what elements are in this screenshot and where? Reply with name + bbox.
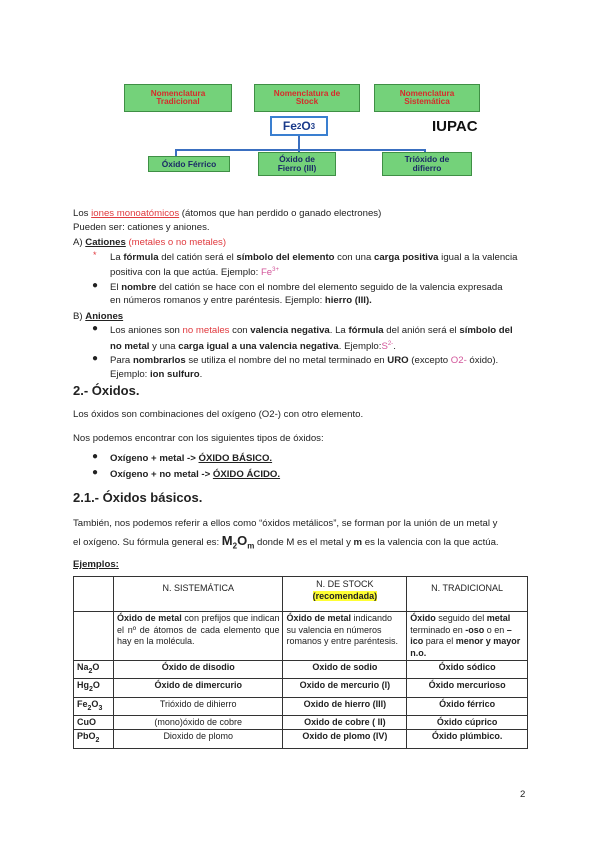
anion-bullet-1-line2: no metal y una carga igual a una valencia negativa. $Ejemplo:S^{2-}$.: [110, 341, 396, 353]
connector-horizontal: [175, 149, 425, 151]
box-systematic: Nomenclatura Sistemática: [374, 84, 480, 112]
cation-bullet-1-line1: La fórmula del catión será el símbolo del elemento con una carga positiva igual a la valencia: [110, 252, 518, 263]
section-2-title: 2.- Óxidos.: [73, 383, 140, 398]
bullet-asterisk: *: [93, 250, 97, 260]
intro-line: Los iones monoatómicos (átomos que han perdido o ganado electrones): [73, 208, 382, 219]
table-header-row: [74, 577, 528, 612]
section-21-paragraph-1: También, nos podemos referir a ellos como “óxidos metálicos”, se forman por la unión de un metal y: [73, 518, 498, 529]
section-21-title: 2.1.- Óxidos básicos.: [73, 490, 203, 505]
desc-traditional: Óxido seguido del metal terminado en -oso o en –ico para el menor y mayor n.o.: [407, 612, 528, 661]
oxides-table: [73, 576, 528, 749]
anions-heading: B) Aniones: [73, 311, 124, 322]
iupac-label: IUPAC: [432, 118, 478, 135]
cation-bullet-1-line2: positiva con la que actúa. Ejemplo: $Fe^{3+}$: [110, 267, 279, 279]
header-traditional: N. TRADICIONAL: [407, 577, 528, 612]
result-systematic: Trióxido de difierro: [382, 152, 472, 176]
box-traditional: Nomenclatura Tradicional: [124, 84, 232, 112]
oxide-type-acid: Oxígeno + no metal -> ÓXIDO ÁCIDO.: [110, 469, 281, 480]
table-row: CuO (mono)óxido de cobre Oxido de cobre ( II) Óxido cúprico: [74, 715, 528, 730]
cation-bullet-2-line1: El nombre del catión se hace con el nombre del elemento seguido de la valencia expresada: [110, 282, 503, 293]
header-systematic: N. SISTEMÁTICA: [113, 577, 283, 612]
table-row: $Fe_2O_3$ Trióxido de dihierro Oxido de hierro (III) Óxido férrico: [74, 697, 528, 715]
connector-vertical: [298, 136, 300, 150]
table-row: PbO$_2$ Dioxido de plomo Oxido de plomo (IV) Óxido plúmbico.: [74, 730, 528, 748]
box-stock: Nomenclatura de Stock: [254, 84, 360, 112]
anion-bullet-2-line1: Para nombrarlos se utiliza el nombre del no metal terminado en URO (excepto O2- óxido).: [110, 355, 499, 366]
desc-stock: Óxido de metal indicando su valencia en números romanos y entre paréntesis.: [283, 612, 407, 661]
oxide-type-basic: Oxígeno + metal -> ÓXIDO BÁSICO.: [110, 453, 273, 464]
result-traditional: Óxido Férrico: [148, 156, 230, 172]
anion-bullet-1-line1: Los aniones son no metales con valencia negativa. La fórmula del anión será el símbolo del: [110, 325, 513, 336]
nomenclature-diagram: [120, 80, 480, 178]
section-21-paragraph-2: el oxígeno. Su fórmula general es: $M_2O_m$ donde M es el metal y m es la valencia con la que actúa.: [73, 533, 499, 551]
bullet-dot: ●: [92, 353, 99, 364]
page-number: 2: [520, 789, 526, 800]
anion-bullet-2-line2: Ejemplo: ion sulfuro.: [110, 369, 203, 380]
bullet-dot: ●: [92, 280, 99, 291]
cations-heading: A) Cationes (metales o no metales): [73, 237, 227, 248]
table-row: $Hg_2O$ Óxido de dimercurio Oxido de mercurio (I) Óxido mercurioso: [74, 679, 528, 697]
highlight-ions: iones monoatómicos: [91, 208, 180, 219]
bullet-dot: ●: [92, 467, 99, 478]
cation-bullet-2-line2: en números romanos y entre paréntesis. Ejemplo: hierro (III).: [110, 295, 372, 306]
table-row: $Na_2O$ Óxido de disodio Oxido de sodio Óxido sódico: [74, 661, 528, 679]
section-2-paragraph-1: Los óxidos son combinaciones del oxígeno (O2-) con otro elemento.: [73, 409, 364, 420]
bullet-dot: ●: [92, 323, 99, 334]
header-stock: N. DE STOCK (recomendada): [283, 577, 407, 612]
formula-box: Fe 2 O 3: [270, 116, 328, 136]
bullet-dot: ●: [92, 451, 99, 462]
result-stock: Óxido de Fierro (III): [258, 152, 336, 176]
intro-line-2: Pueden ser: cationes y aniones.: [73, 222, 210, 233]
desc-systematic: Óxido de metal con prefijos que indican el nº de átomos de cada elemento que hay en la molécula.: [113, 612, 283, 661]
section-2-paragraph-2: Nos podemos encontrar con los siguientes tipos de óxidos:: [73, 433, 324, 444]
header-empty: [74, 577, 114, 612]
table-description-row: [74, 612, 528, 661]
examples-label: Ejemplos:: [73, 559, 119, 570]
